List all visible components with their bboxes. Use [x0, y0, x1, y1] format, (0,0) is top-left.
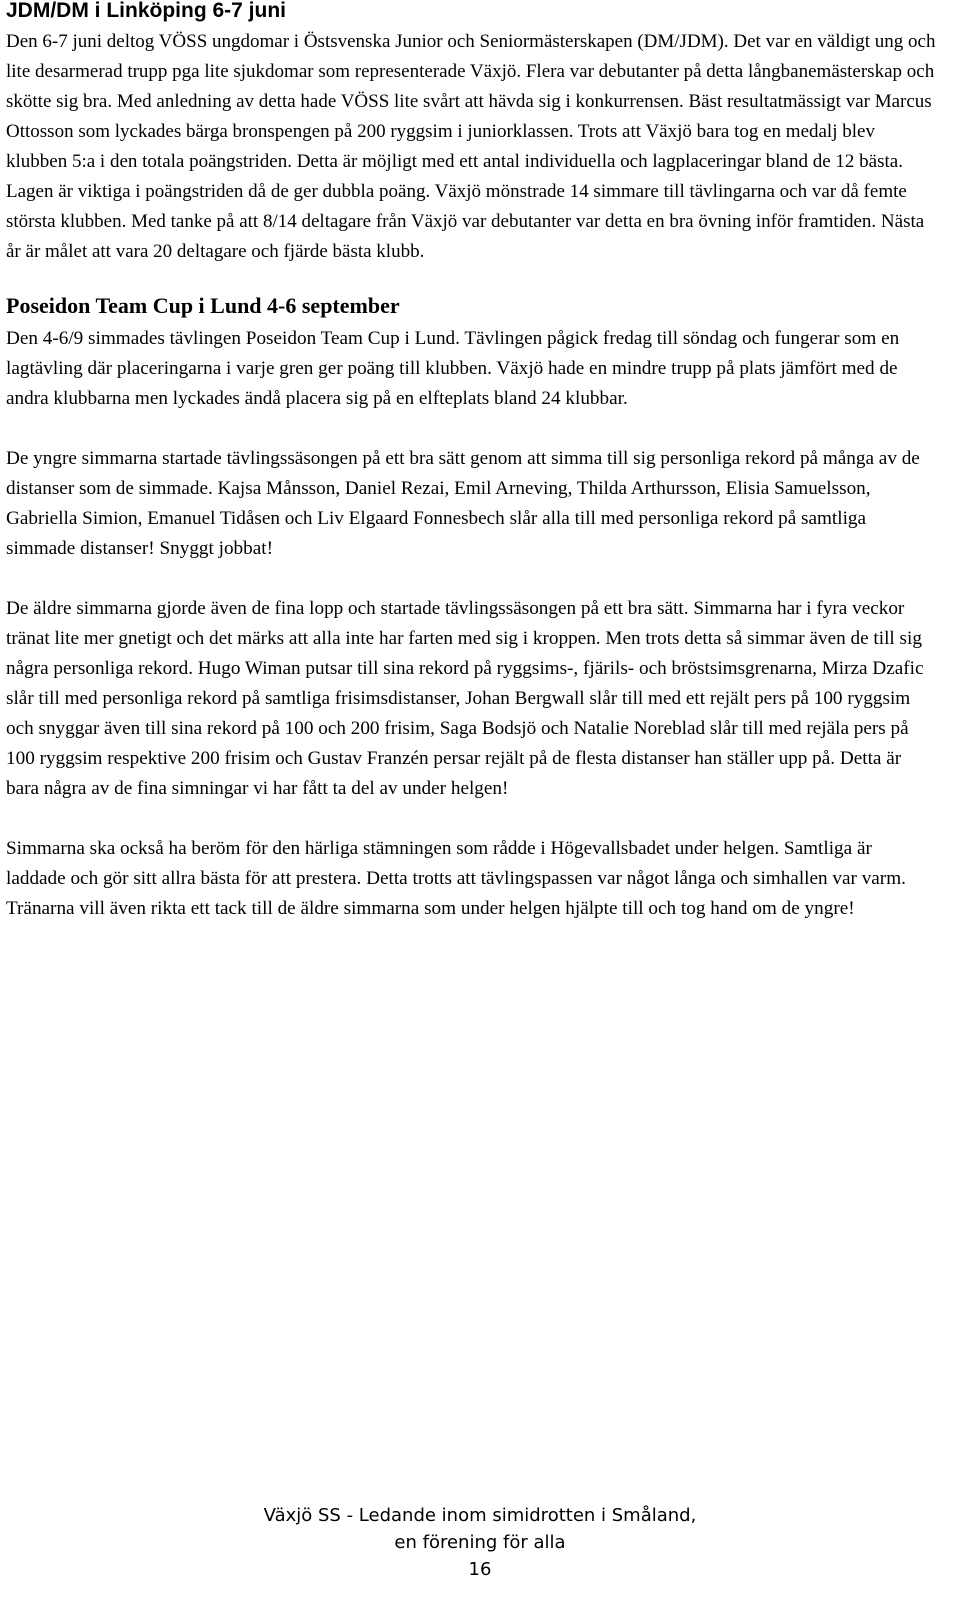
- page-footer: [0, 1502, 960, 1583]
- section-title-jdm-dm: JDM/DM i Linköping 6-7 juni: [6, 0, 286, 22]
- document-page: [6, 0, 936, 924]
- section-body-jdm-dm: Den 6-7 juni deltog VÖSS ungdomar i Östsvenska Junior och Seniormästerskapen (DM/JDM). Det var en väldigt ung och lite desarmerad trupp pga lite sjukdomar som representerade Växjö. Flera var debutanter på detta långbanemästerskap och skötte sig bra. Med anledning av detta hade VÖSS lite svårt att hävda sig i konkurrensen. Bäst resultatmässigt var Marcus Ottosson som lyckades bärga bronspengen på 200 ryggsim i juniorklassen. Trots att Växjö bara tog en medalj blev klubben 5:a i den totala poängstriden. Detta är möjligt med ett antal individuella och lagplaceringar bland de 12 bästa. Lagen är viktiga i poängstriden då de ger dubbla poäng. Växjö mönstrade 14 simmare till tävlingarna och var då femte största klubben. Med tanke på att 8/14 deltagare från Växjö var debutanter var detta en bra övning inför framtiden. Nästa år är målet att vara 20 deltagare och fjärde bästa klubb.: [6, 31, 936, 262]
- paragraph: De äldre simmarna gjorde även de fina lopp och startade tävlingssäsongen på ett bra sätt. Simmarna har i fyra veckor tränat lite mer gnetigt och det märks att alla inte har farten med sig i kroppen. Men trots detta så simmar även de till sig några personliga rekord. Hugo Wiman putsar till sina rekord på ryggsims-, fjärils- och bröstsimsgrenarna, Mirza Dzafic slår till med personliga rekord på samtliga frisimsdistanser, Johan Bergwall slår till med ett rejält pers på 100 ryggsim och snyggar även till sina rekord på 100 och 200 frisim, Saga Bodsjö och Natalie Noreblad slår till med rejäla pers på 100 ryggsim respektive 200 frisim och Gustav Franzén persar rejält på de flesta distanser han ställer upp på. Detta är bara några av de fina simningar vi har fått ta del av under helgen!: [6, 598, 924, 799]
- section-title-poseidon: Poseidon Team Cup i Lund 4-6 september: [6, 293, 400, 318]
- footer-line-2: en förening för alla: [394, 1532, 566, 1553]
- paragraph: De yngre simmarna startade tävlingssäsongen på ett bra sätt genom att simma till sig personliga rekord på många av de distanser som de simmade. Kajsa Månsson, Daniel Rezai, Emil Arneving, Thilda Arthursson, Elisia Samuelsson, Gabriella Simion, Emanuel Tidåsen och Liv Elgaard Fonnesbech slår alla till med personliga rekord på samtliga simmade distanser! Snyggt jobbat!: [6, 448, 920, 559]
- page-number: 16: [468, 1559, 492, 1580]
- section-body-poseidon: [6, 324, 936, 924]
- paragraph: Den 4-6/9 simmades tävlingen Poseidon Team Cup i Lund. Tävlingen pågick fredag till söndag och fungerar som en lagtävling där placeringarna i varje gren ger poäng till klubben. Växjö hade en mindre trupp på plats jämfört med de andra klubbarna men lyckades ändå placera sig på en elfteplats bland 24 klubbar.: [6, 328, 900, 409]
- paragraph: Simmarna ska också ha beröm för den härliga stämningen som rådde i Högevallsbadet under helgen. Samtliga är laddade och gör sitt allra bästa för att prestera. Detta trotts att tävlingspassen var något långa och simhallen var varm. Tränarna vill även rikta ett tack till de äldre simmarna som under helgen hjälpte till och tog hand om de yngre!: [6, 838, 906, 919]
- footer-line-1: Växjö SS - Ledande inom simidrotten i Småland,: [263, 1505, 697, 1526]
